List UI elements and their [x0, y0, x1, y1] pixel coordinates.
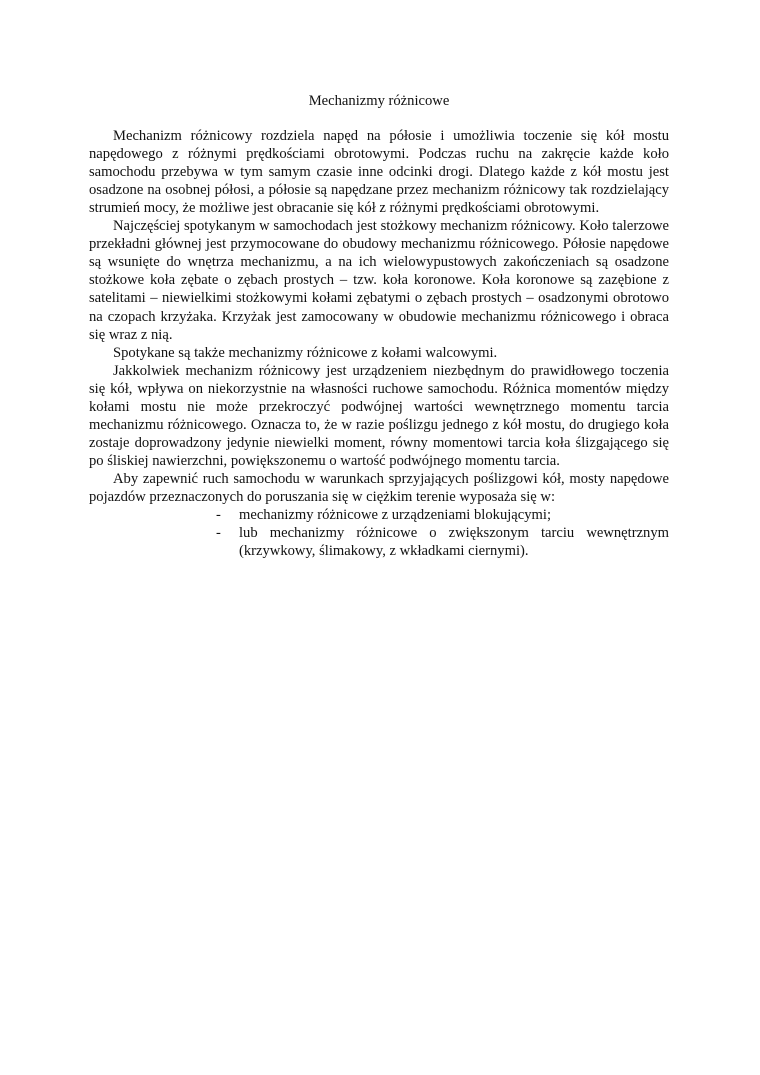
list-item-text: mechanizmy różnicowe z urządzeniami blokującymi;: [239, 507, 552, 524]
paragraph-1: Mechanizm różnicowy rozdziela napęd na półosie i umożliwia toczenie się kół mostu napędowego z różnymi prędkościami obrotowymi. Podczas ruchu na zakręcie każde koło samochodu przebywa w tym samym czasie inne odcinki drogi. Dlatego każde z kół mostu jest osadzone na osobnej półosi, a półosie są napędzane przez mechanizm różnicowy tak rozdzielający strumień mocy, że możliwe jest obracanie się kół z różnymi prędkościami obrotowymi.: [89, 128, 669, 217]
paragraph-5: Aby zapewnić ruch samochodu w warunkach sprzyjających poślizgowi kół, mosty napędowe pojazdów przeznaczonych do poruszania się w ciężkim terenie wyposaża się w:: [89, 470, 669, 505]
list-bullet: -: [216, 525, 221, 542]
list-bullet: -: [216, 507, 221, 524]
equipment-list: [89, 506, 669, 560]
document-body: [89, 92, 669, 560]
paragraph-2: Najczęściej spotykanym w samochodach jest stożkowy mechanizm różnicowy. Koło talerzowe przekładni głównej jest przymocowane do obudowy mechanizmu różnicowego. Półosie napędowe są wsunięte do wnętrza mechanizmu, a na ich wielowypustowych zakończeniach są osadzone stożkowe koła zębate o zębach prostych – tzw. koła koronowe. Koła koronowe są zazębione z satelitami – niewielkimi stożkowymi kołami zębatymi o zębach prostych – osadzonymi obrotowo na czopach krzyżaka. Krzyżak jest zamocowany w obudowie mechanizmu różnicowego i obraca się wraz z nią.: [89, 218, 669, 343]
list-item: [216, 524, 669, 560]
paragraph-3: Spotykane są także mechanizmy różnicowe z kołami walcowymi.: [113, 344, 498, 361]
document-title: Mechanizmy różnicowe: [308, 93, 450, 109]
list-item-text: lub mechanizmy różnicowe o zwiększonym tarciu wewnętrznym (krzywkowy, ślimakowy, z wkładkami ciernymi).: [239, 525, 669, 560]
list-item: [216, 506, 669, 524]
paragraph-4: Jakkolwiek mechanizm różnicowy jest urządzeniem niezbędnym do prawidłowego toczenia się kół, wpływa on niekorzystnie na własności ruchowe samochodu. Różnica momentów między kołami mostu nie może przekroczyć podwójnej wartości wewnętrznego momentu tarcia mechanizmu różnicowego. Oznacza to, że w razie poślizgu jednego z kół mostu, do drugiego koła zostaje doprowadzony jedynie niewielki moment, równy momentowi tarcia koła ślizgającego się po śliskiej nawierzchni, powiększonemu o wartość podwójnego momentu tarcia.: [89, 362, 669, 469]
